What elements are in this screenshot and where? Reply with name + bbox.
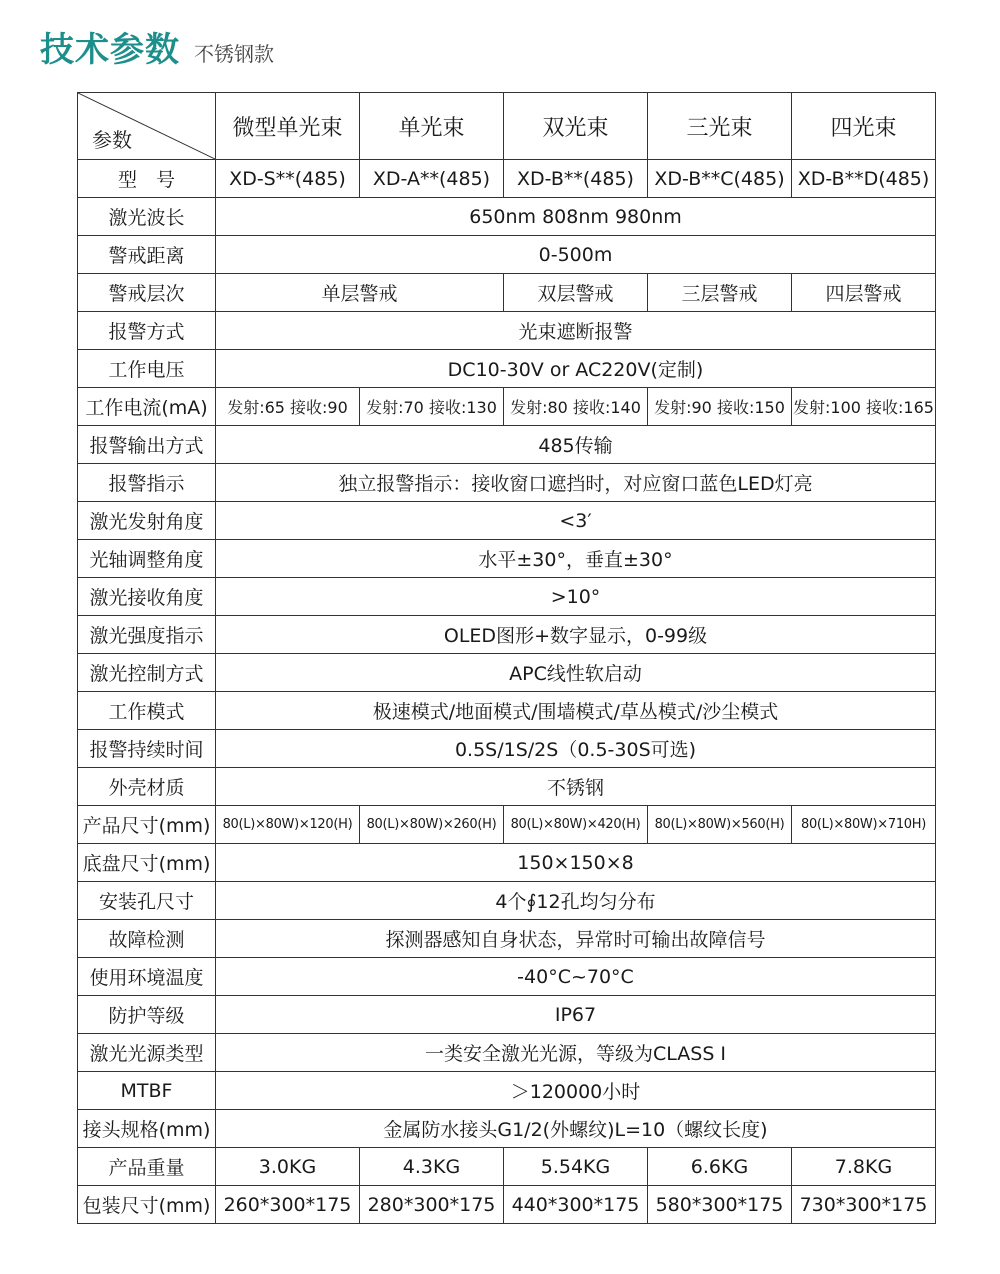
row-label: 工作电压 [78, 350, 216, 388]
table-cell: -40°C~70°C [216, 958, 936, 996]
table-row [78, 198, 936, 236]
table-cell: IP67 [216, 996, 936, 1034]
table-row [78, 350, 936, 388]
table-cell: 独立报警指示：接收窗口遮挡时，对应窗口蓝色LED灯亮 [216, 464, 936, 502]
table-cell: 发射:65 接收:90 [216, 388, 360, 426]
column-header: 四光束 [792, 93, 936, 160]
corner-header-cell [78, 93, 216, 160]
row-label: 激光发射角度 [78, 502, 216, 540]
table-cell: 光束遮断报警 [216, 312, 936, 350]
row-label: 防护等级 [78, 996, 216, 1034]
table-row [78, 844, 936, 882]
table-cell: 金属防水接头G1/2(外螺纹)L=10（螺纹长度) [216, 1110, 936, 1148]
table-cell: 7.8KG [792, 1148, 936, 1186]
table-row [78, 768, 936, 806]
table-cell: 不锈钢 [216, 768, 936, 806]
page-subtitle: 不锈钢款 [194, 42, 274, 66]
table-cell: 80(L)×80W)×260(H) [360, 806, 504, 844]
row-label: 报警输出方式 [78, 426, 216, 464]
table-row [78, 502, 936, 540]
row-label: 激光光源类型 [78, 1034, 216, 1072]
table-cell: 4.3KG [360, 1148, 504, 1186]
table-cell: 5.54KG [504, 1148, 648, 1186]
table-row [78, 730, 936, 768]
table-row [78, 616, 936, 654]
table-row [78, 1186, 936, 1224]
row-label: 产品重量 [78, 1148, 216, 1186]
table-cell: 650nm 808nm 980nm [216, 198, 936, 236]
table-cell: 发射:70 接收:130 [360, 388, 504, 426]
table-cell: 探测器感知自身状态，异常时可输出故障信号 [216, 920, 936, 958]
table-cell: XD-B**D(485) [792, 160, 936, 198]
table-row [78, 882, 936, 920]
table-row [78, 920, 936, 958]
table-cell: XD-S**(485) [216, 160, 360, 198]
table-cell: 0-500m [216, 236, 936, 274]
table-cell: 发射:90 接收:150 [648, 388, 792, 426]
table-row [78, 160, 936, 198]
table-cell: XD-B**C(485) [648, 160, 792, 198]
column-header: 双光束 [504, 93, 648, 160]
row-label: 警戒距离 [78, 236, 216, 274]
table-cell: 580*300*175 [648, 1186, 792, 1224]
table-cell: DC10-30V or AC220V(定制) [216, 350, 936, 388]
table-cell: 单层警戒 [216, 274, 504, 312]
table-cell: 极速模式/地面模式/围墙模式/草丛模式/沙尘模式 [216, 692, 936, 730]
table-cell: 四层警戒 [792, 274, 936, 312]
row-label: 激光接收角度 [78, 578, 216, 616]
row-label: MTBF [78, 1072, 216, 1110]
row-label: 故障检测 [78, 920, 216, 958]
table-cell: 6.6KG [648, 1148, 792, 1186]
row-label: 警戒层次 [78, 274, 216, 312]
table-row [78, 1034, 936, 1072]
table-row [78, 578, 936, 616]
row-label: 工作模式 [78, 692, 216, 730]
table-cell: XD-A**(485) [360, 160, 504, 198]
table-cell: 80(L)×80W)×710H) [792, 806, 936, 844]
row-label: 安装孔尺寸 [78, 882, 216, 920]
table-row [78, 654, 936, 692]
table-cell: 一类安全激光光源，等级为CLASS Ⅰ [216, 1034, 936, 1072]
row-label: 激光控制方式 [78, 654, 216, 692]
table-cell: 双层警戒 [504, 274, 648, 312]
row-label: 报警指示 [78, 464, 216, 502]
row-label: 接头规格(mm) [78, 1110, 216, 1148]
table-row [78, 464, 936, 502]
page-title: 技术参数 [40, 30, 180, 70]
table-cell: 发射:80 接收:140 [504, 388, 648, 426]
table-row [78, 1072, 936, 1110]
table-cell: OLED图形+数字显示，0-99级 [216, 616, 936, 654]
row-label: 型 号 [78, 160, 216, 198]
table-cell: 280*300*175 [360, 1186, 504, 1224]
spec-table [77, 92, 936, 1224]
table-cell: 150×150×8 [216, 844, 936, 882]
table-cell: 485传输 [216, 426, 936, 464]
column-header: 三光束 [648, 93, 792, 160]
table-cell: 0.5S/1S/2S（0.5-30S可选) [216, 730, 936, 768]
corner-label: 参数 [92, 128, 132, 152]
row-label: 激光波长 [78, 198, 216, 236]
column-header: 微型单光束 [216, 93, 360, 160]
table-row [78, 996, 936, 1034]
table-cell: 80(L)×80W)×120(H) [216, 806, 360, 844]
table-cell: 440*300*175 [504, 1186, 648, 1224]
table-row [78, 1110, 936, 1148]
page-title-block [40, 22, 274, 72]
table-cell: >10° [216, 578, 936, 616]
table-row [78, 806, 936, 844]
table-cell: 4个∮12孔均匀分布 [216, 882, 936, 920]
table-cell: 三层警戒 [648, 274, 792, 312]
row-label: 激光强度指示 [78, 616, 216, 654]
table-row [78, 274, 936, 312]
column-header: 单光束 [360, 93, 504, 160]
row-label: 底盘尺寸(mm) [78, 844, 216, 882]
row-label: 工作电流(mA) [78, 388, 216, 426]
table-row [78, 236, 936, 274]
table-cell: 3.0KG [216, 1148, 360, 1186]
table-row [78, 312, 936, 350]
table-cell: <3′ [216, 502, 936, 540]
table-cell: 水平±30°，垂直±30° [216, 540, 936, 578]
table-row [78, 958, 936, 996]
table-cell: 80(L)×80W)×420(H) [504, 806, 648, 844]
table-row [78, 388, 936, 426]
row-label: 使用环境温度 [78, 958, 216, 996]
row-label: 报警方式 [78, 312, 216, 350]
table-row [78, 426, 936, 464]
row-label: 报警持续时间 [78, 730, 216, 768]
table-row [78, 1148, 936, 1186]
row-label: 产品尺寸(mm) [78, 806, 216, 844]
table-row [78, 692, 936, 730]
table-cell: 80(L)×80W)×560(H) [648, 806, 792, 844]
row-label: 光轴调整角度 [78, 540, 216, 578]
table-cell: 730*300*175 [792, 1186, 936, 1224]
table-cell: APC线性软启动 [216, 654, 936, 692]
table-cell: 发射:100 接收:165 [792, 388, 936, 426]
row-label: 包装尺寸(mm) [78, 1186, 216, 1224]
row-label: 外壳材质 [78, 768, 216, 806]
table-cell: XD-B**(485) [504, 160, 648, 198]
table-cell: ＞120000小时 [216, 1072, 936, 1110]
table-cell: 260*300*175 [216, 1186, 360, 1224]
table-row [78, 540, 936, 578]
